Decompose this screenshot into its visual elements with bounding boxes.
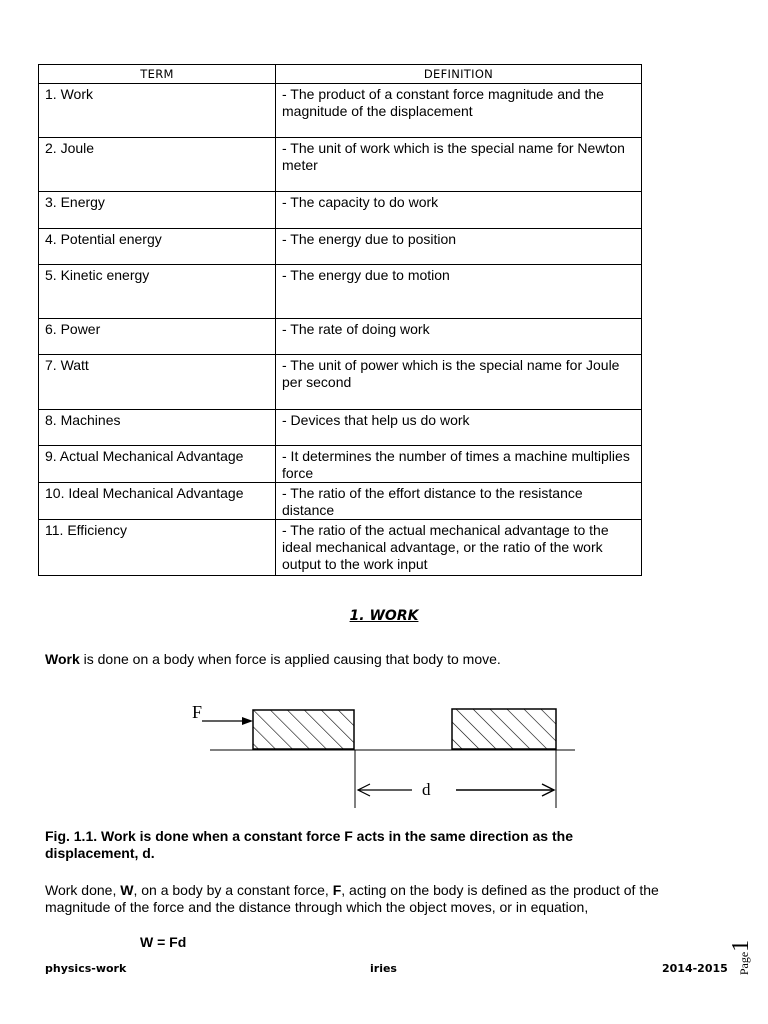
work-diagram: [190, 698, 590, 812]
table-row: [39, 520, 642, 576]
definition-cell: - The rate of doing work: [276, 319, 642, 355]
table-row: [39, 446, 642, 483]
term-cell: 6. Power: [39, 319, 276, 355]
table-body: [39, 84, 642, 576]
definition-cell: - The capacity to do work: [276, 192, 642, 229]
page-word: Page: [737, 951, 752, 976]
term-cell: 9. Actual Mechanical Advantage: [39, 446, 276, 483]
definition-cell: - The unit of power which is the special name for Joule per second: [276, 355, 642, 410]
term-cell: 1. Work: [39, 84, 276, 138]
footer-left: physics-work: [45, 962, 127, 975]
term-cell: 7. Watt: [39, 355, 276, 410]
definition-cell: - Devices that help us do work: [276, 410, 642, 446]
definition-text-3: , acting on the body is defined as the product of the magnitude of the force and the distance through which the object moves, or in equation,: [45, 882, 659, 915]
term-column-header: TERM: [39, 65, 276, 84]
term-cell: 2. Joule: [39, 138, 276, 192]
definition-cell: - The ratio of the actual mechanical advantage to the ideal mechanical advantage, or the ratio of the work output to the work input: [276, 520, 642, 576]
term-cell: 10. Ideal Mechanical Advantage: [39, 483, 276, 520]
definition-column-header: DEFINITION: [276, 65, 642, 84]
force-label: F: [192, 702, 203, 722]
distance-label: d: [422, 780, 431, 799]
table-header-row: [39, 65, 642, 84]
definition-cell: - The product of a constant force magnitude and the magnitude of the displacement: [276, 84, 642, 138]
term-cell: 11. Efficiency: [39, 520, 276, 576]
definition-cell: - The energy due to position: [276, 229, 642, 265]
table-row: [39, 483, 642, 520]
table-row: [39, 192, 642, 229]
definition-paragraph: [45, 882, 675, 916]
table-row: [39, 355, 642, 410]
table-row: [39, 84, 642, 138]
definition-text-2: , on a body by a constant force,: [133, 882, 333, 898]
term-cell: 5. Kinetic energy: [39, 265, 276, 319]
term-cell: 4. Potential energy: [39, 229, 276, 265]
footer-right: 2014-2015: [662, 962, 728, 975]
terms-table: [38, 64, 642, 576]
section-heading: 1. WORK: [349, 608, 419, 624]
table-row: [39, 138, 642, 192]
definition-cell: - The ratio of the effort distance to the resistance distance: [276, 483, 642, 520]
table-row: [39, 229, 642, 265]
definition-cell: - It determines the number of times a machine multiplies force: [276, 446, 642, 483]
work-symbol: W: [120, 882, 134, 898]
work-formula: W = Fd: [140, 934, 187, 950]
force-symbol: F: [332, 882, 342, 898]
term-cell: 3. Energy: [39, 192, 276, 229]
page-number: [730, 926, 768, 976]
term-cell: 8. Machines: [39, 410, 276, 446]
table-row: [39, 265, 642, 319]
table-row: [39, 410, 642, 446]
figure-caption: Fig. 1.1. Work is done when a constant force F acts in the same direction as the displacement, d.: [45, 828, 573, 861]
table-row: [39, 319, 642, 355]
footer-center: iries: [370, 962, 397, 975]
page-number-value: 1: [728, 939, 755, 952]
intro-text: is done on a body when force is applied causing that body to move.: [79, 651, 501, 667]
block-start: [253, 710, 354, 749]
intro-paragraph: [45, 651, 501, 668]
block-end: [452, 709, 556, 749]
intro-bold-term: Work: [45, 651, 80, 667]
definition-cell: - The energy due to motion: [276, 265, 642, 319]
definition-cell: - The unit of work which is the special name for Newton meter: [276, 138, 642, 192]
definition-text-1: Work done,: [45, 882, 121, 898]
